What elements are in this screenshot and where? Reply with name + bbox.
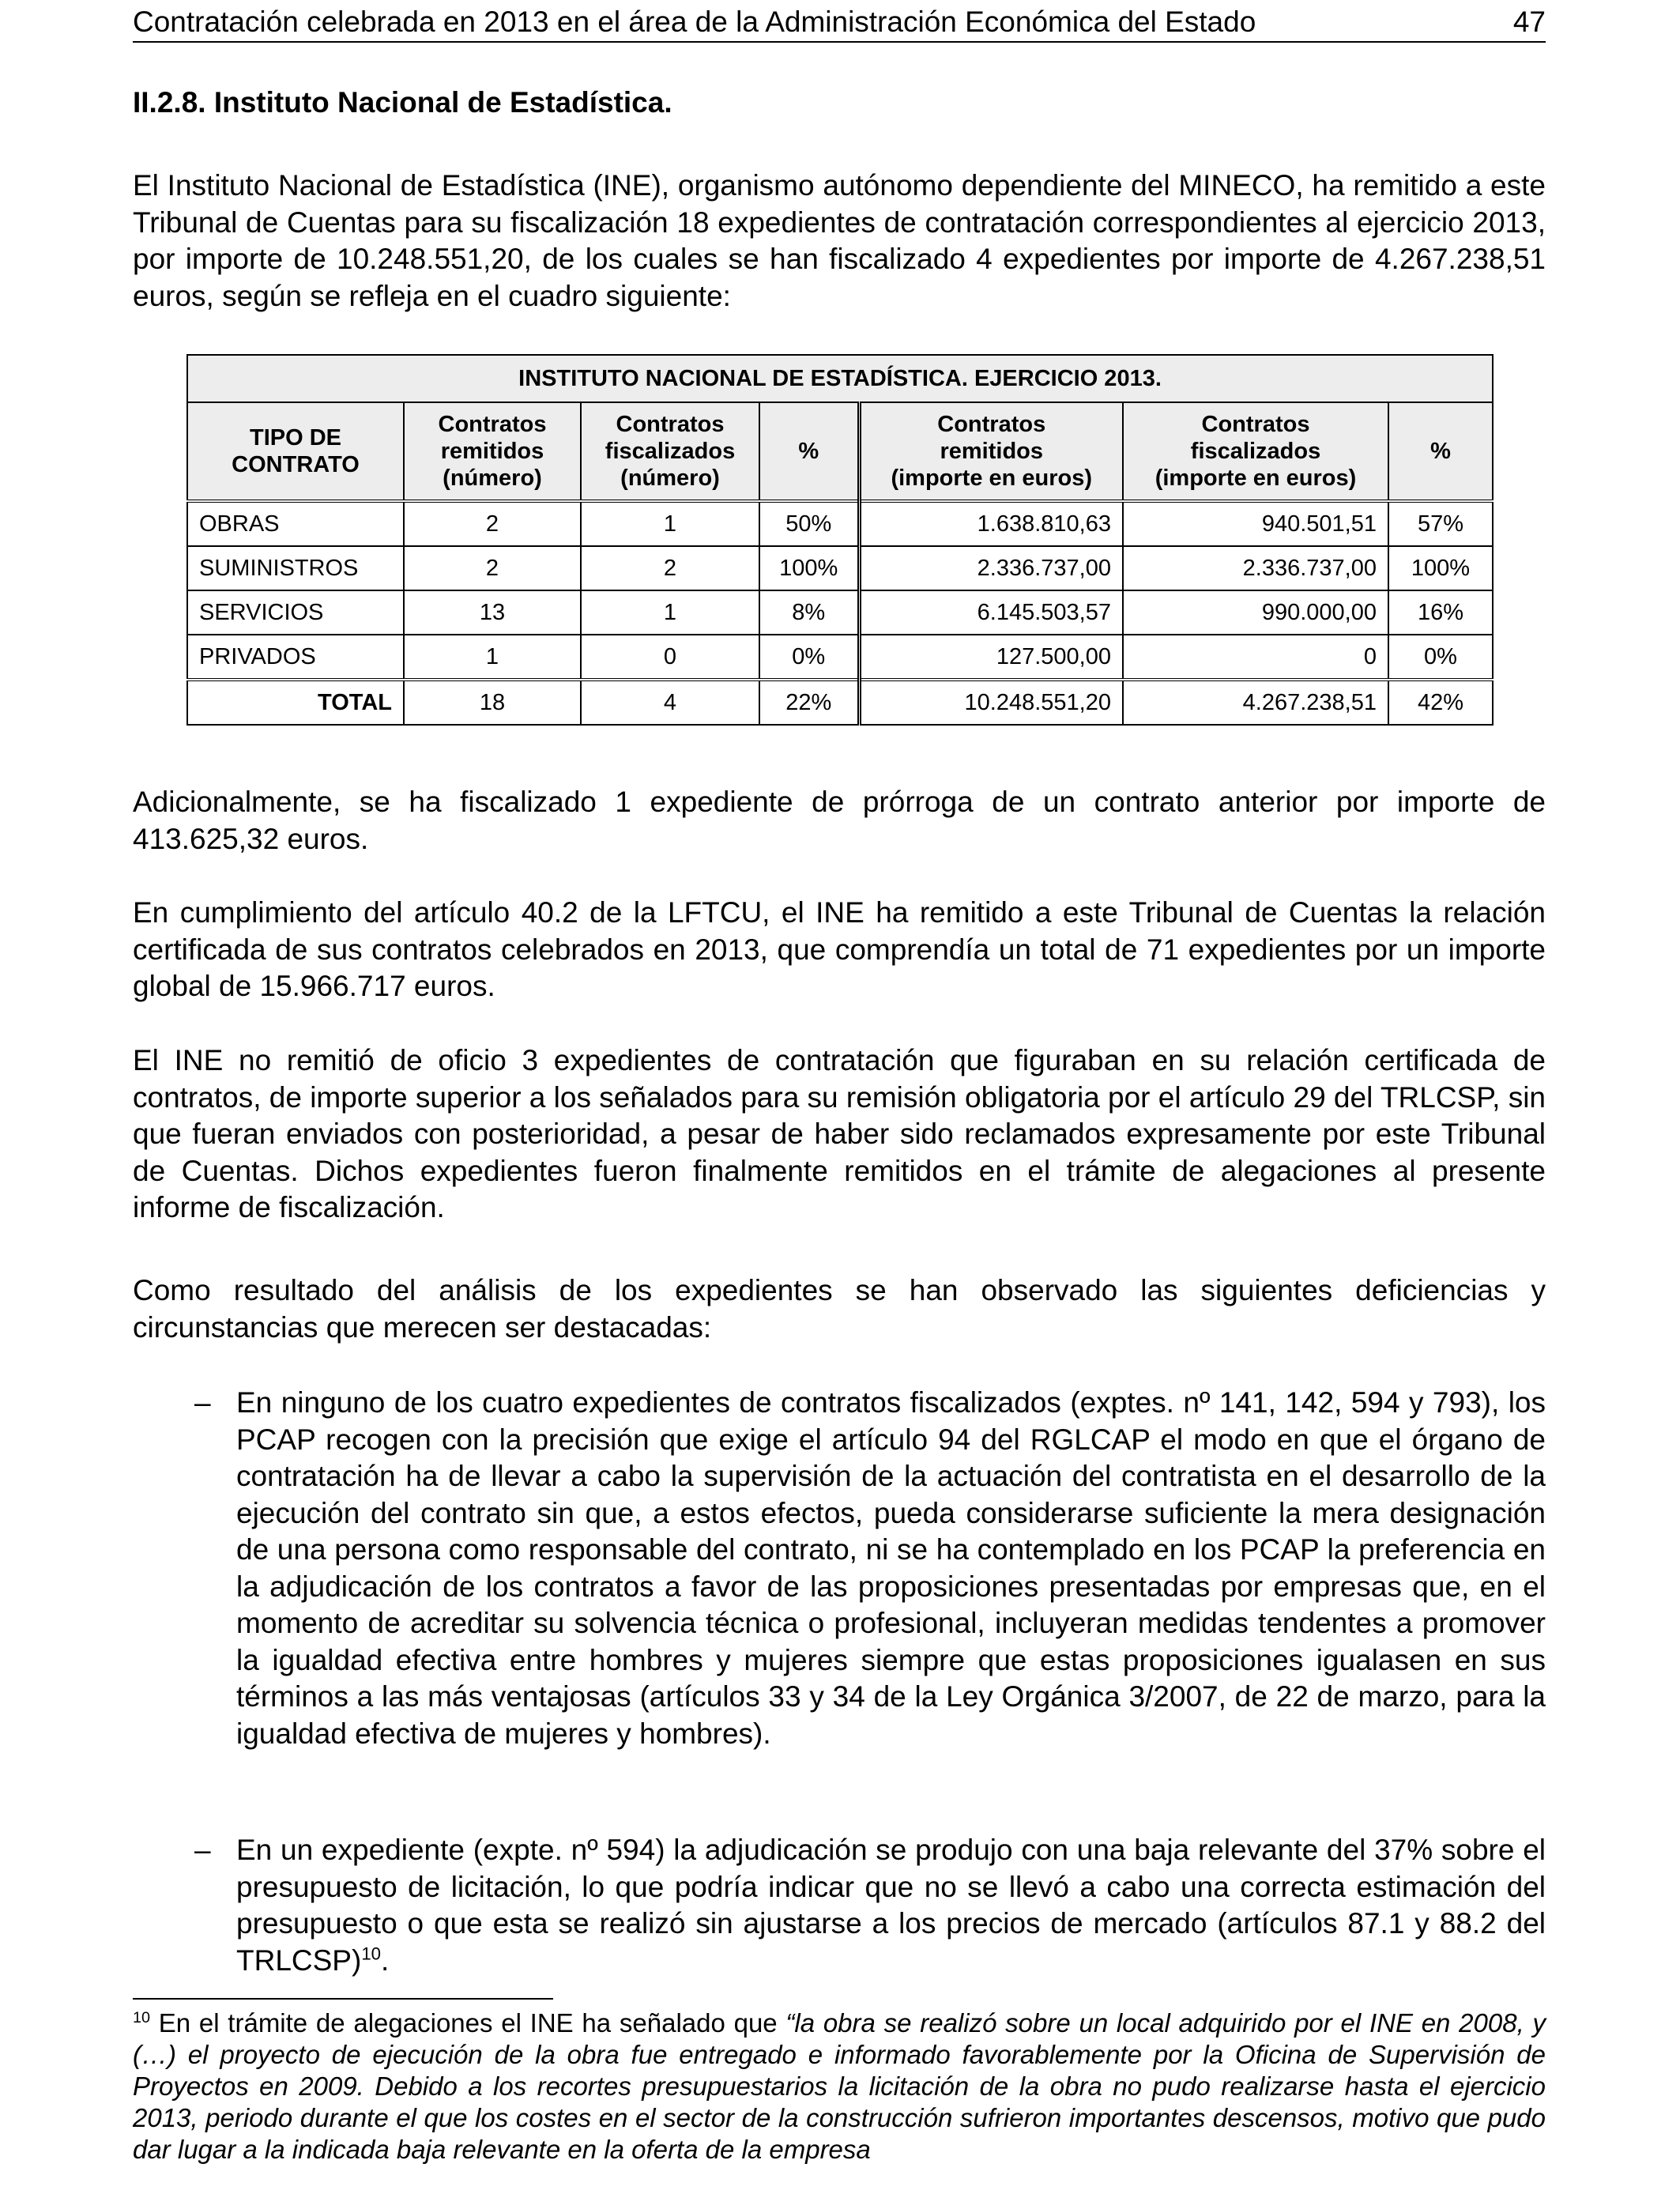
cell-remitidos: 1 bbox=[404, 635, 581, 680]
header-title: Contratación celebrada en 2013 en el área de la Administración Económica del Estado bbox=[133, 6, 1256, 38]
header-remitidos-numero: Contratos remitidos (número) bbox=[404, 402, 581, 501]
cell-pct: 100% bbox=[759, 546, 859, 590]
table-caption: INSTITUTO NACIONAL DE ESTADÍSTICA. EJERCICIO 2013. bbox=[187, 355, 1493, 402]
cell-total-pct: 22% bbox=[759, 680, 859, 725]
cell-fiscalizados: 0 bbox=[581, 635, 759, 680]
dash-bullet: – bbox=[194, 1834, 211, 1866]
cell-total-remitidos: 18 bbox=[404, 680, 581, 725]
cell-pct: 50% bbox=[759, 501, 859, 546]
header-fiscalizados-numero: Contratos fiscalizados (número) bbox=[581, 402, 759, 501]
section-title: II.2.8. Instituto Nacional de Estadística. bbox=[133, 86, 672, 119]
paragraph-adicional: Adicionalmente, se ha fiscalizado 1 expediente de prórroga de un contrato anterior por importe de 413.625,32 euros. bbox=[133, 786, 1546, 855]
table-row bbox=[187, 635, 1493, 680]
table-row bbox=[187, 546, 1493, 590]
cell-total-fiscalizados: 4 bbox=[581, 680, 759, 725]
cell-importe-fiscalizados: 0 bbox=[1123, 635, 1388, 680]
footnote-ref[interactable]: 10 bbox=[361, 1943, 381, 1964]
cell-importe-fiscalizados: 2.336.737,00 bbox=[1123, 546, 1388, 590]
cell-remitidos: 2 bbox=[404, 546, 581, 590]
header-pct-importe: % bbox=[1388, 402, 1493, 501]
cell-tipo: SERVICIOS bbox=[187, 590, 404, 635]
cell-pct: 8% bbox=[759, 590, 859, 635]
cell-pct: 0% bbox=[759, 635, 859, 680]
cell-pct-importe: 16% bbox=[1388, 590, 1493, 635]
table-total-row bbox=[187, 680, 1493, 725]
cell-pct-importe: 0% bbox=[1388, 635, 1493, 680]
cell-fiscalizados: 1 bbox=[581, 590, 759, 635]
cell-importe-remitidos: 127.500,00 bbox=[859, 635, 1123, 680]
table-row bbox=[187, 501, 1493, 546]
footnote bbox=[133, 2007, 1546, 2166]
cell-tipo: PRIVADOS bbox=[187, 635, 404, 680]
footnote-number: 10 bbox=[133, 2009, 151, 2026]
cell-pct-importe: 57% bbox=[1388, 501, 1493, 546]
footnote-lead: En el trámite de alegaciones el INE ha señalado que bbox=[150, 2008, 786, 2038]
cell-importe-fiscalizados: 990.000,00 bbox=[1123, 590, 1388, 635]
cell-total-label: TOTAL bbox=[187, 680, 404, 725]
cell-fiscalizados: 1 bbox=[581, 501, 759, 546]
contracts-table bbox=[186, 354, 1494, 726]
cell-importe-remitidos: 6.145.503,57 bbox=[859, 590, 1123, 635]
paragraph-cumplimiento: En cumplimiento del artículo 40.2 de la LFTCU, el INE ha remitido a este Tribunal de Cuentas la relación certificada de sus contratos celebrados en 2013, que comprendía un total de 71 expedientes por un importe global de 15.966.717 euros. bbox=[133, 896, 1546, 1002]
cell-total-pct-importe: 42% bbox=[1388, 680, 1493, 725]
page-number: 47 bbox=[1512, 6, 1546, 38]
cell-remitidos: 2 bbox=[404, 501, 581, 546]
dash-bullet: – bbox=[194, 1386, 211, 1419]
header-pct-numero: % bbox=[759, 402, 859, 501]
cell-total-importe-fiscalizados: 4.267.238,51 bbox=[1123, 680, 1388, 725]
bullet-text: En un expediente (expte. nº 594) la adjudicación se produjo con una baja relevante del 37% sobre el presupuesto de licitación, lo que podría indicar que no se llevó a cabo una correcta estimación del presupuesto o que esta se realizó sin ajustarse a los precios de mercado (artículos 87.1 y 88.2 del TRLCSP)$^{10}$. bbox=[236, 1834, 1546, 1977]
paragraph-resultado: Como resultado del análisis de los expedientes se han observado las siguientes deficiencias y circunstancias que merecen ser destacadas: bbox=[133, 1274, 1546, 1344]
page-header bbox=[133, 3, 1546, 43]
table-header-row bbox=[187, 402, 1493, 501]
cell-importe-remitidos: 2.336.737,00 bbox=[859, 546, 1123, 590]
cell-total-importe-remitidos: 10.248.551,20 bbox=[859, 680, 1123, 725]
header-remitidos-importe: Contratos remitidos (importe en euros) bbox=[859, 402, 1123, 501]
header-fiscalizados-importe: Contratos fiscalizados (importe en euros) bbox=[1123, 402, 1388, 501]
cell-fiscalizados: 2 bbox=[581, 546, 759, 590]
intro-paragraph: El Instituto Nacional de Estadística (INE), organismo autónomo dependiente del MINECO, ha remitido a este Tribunal de Cuentas para su fiscalización 18 expedientes de contratación correspondientes al ejercicio 2013, por importe de 10.248.551,20, de los cuales se han fiscalizado 4 expedientes por importe de 4.267.238,51 euros, según se refleja en el cuadro siguiente: bbox=[133, 169, 1546, 312]
footnote-quote: “la obra se realizó sobre un local adquirido por el INE en 2008, y (…) el proyecto de ejecución de la obra fue entregado e informado favorablemente por la Oficina de Supervisión de Proyectos en 2009. Debido a los recortes presupuestarios la licitación de la obra no pudo realizarse hasta el ejercicio 2013, periodo durante el que los costes en el sector de la construcción sufrieron importantes descensos, motivo que pudo dar lugar a la indicada baja relevante en la oferta de la empresa bbox=[133, 2008, 1546, 2164]
cell-tipo: SUMINISTROS bbox=[187, 546, 404, 590]
cell-tipo: OBRAS bbox=[187, 501, 404, 546]
header-tipo: TIPO DE CONTRATO bbox=[187, 402, 404, 501]
bullet-text: En ninguno de los cuatro expedientes de contratos fiscalizados (exptes. nº 141, 142, 594 y 793), los PCAP recogen con la precisión que exige el artículo 94 del RGLCAP el modo en que el órgano de contratación ha de llevar a cabo la supervisión de la actuación del contratista en el desarrollo de la ejecución del contrato sin que, a estos efectos, pueda considerarse suficiente la mera designación de una persona como responsable del contrato, ni se ha contemplado en los PCAP la preferencia en la adjudicación de los contratos a favor de las proposiciones presentadas por empresas que, en el momento de acreditar su solvencia técnica o profesional, incluyeran medidas tendentes a promover la igualdad efectiva entre hombres y mujeres siempre que estas proposiciones igualasen en sus términos a las más ventajosas (artículos 33 y 34 de la Ley Orgánica 3/2007, de 22 de marzo, para la igualdad efectiva de mujeres y hombres). bbox=[236, 1386, 1546, 1750]
footnote-separator bbox=[133, 1998, 553, 2000]
paragraph-no-remitio: El INE no remitió de oficio 3 expedientes de contratación que figuraban en su relación certificada de contratos, de importe superior a los señalados para su remisión obligatoria por el artículo 29 del TRLCSP, sin que fueran enviados con posterioridad, a pesar de haber sido reclamados expresamente por este Tribunal de Cuentas. Dichos expedientes fueron finalmente remitidos en el trámite de alegaciones al presente informe de fiscalización. bbox=[133, 1044, 1546, 1223]
cell-importe-fiscalizados: 940.501,51 bbox=[1123, 501, 1388, 546]
cell-remitidos: 13 bbox=[404, 590, 581, 635]
table-row bbox=[187, 590, 1493, 635]
cell-importe-remitidos: 1.638.810,63 bbox=[859, 501, 1123, 546]
cell-pct-importe: 100% bbox=[1388, 546, 1493, 590]
